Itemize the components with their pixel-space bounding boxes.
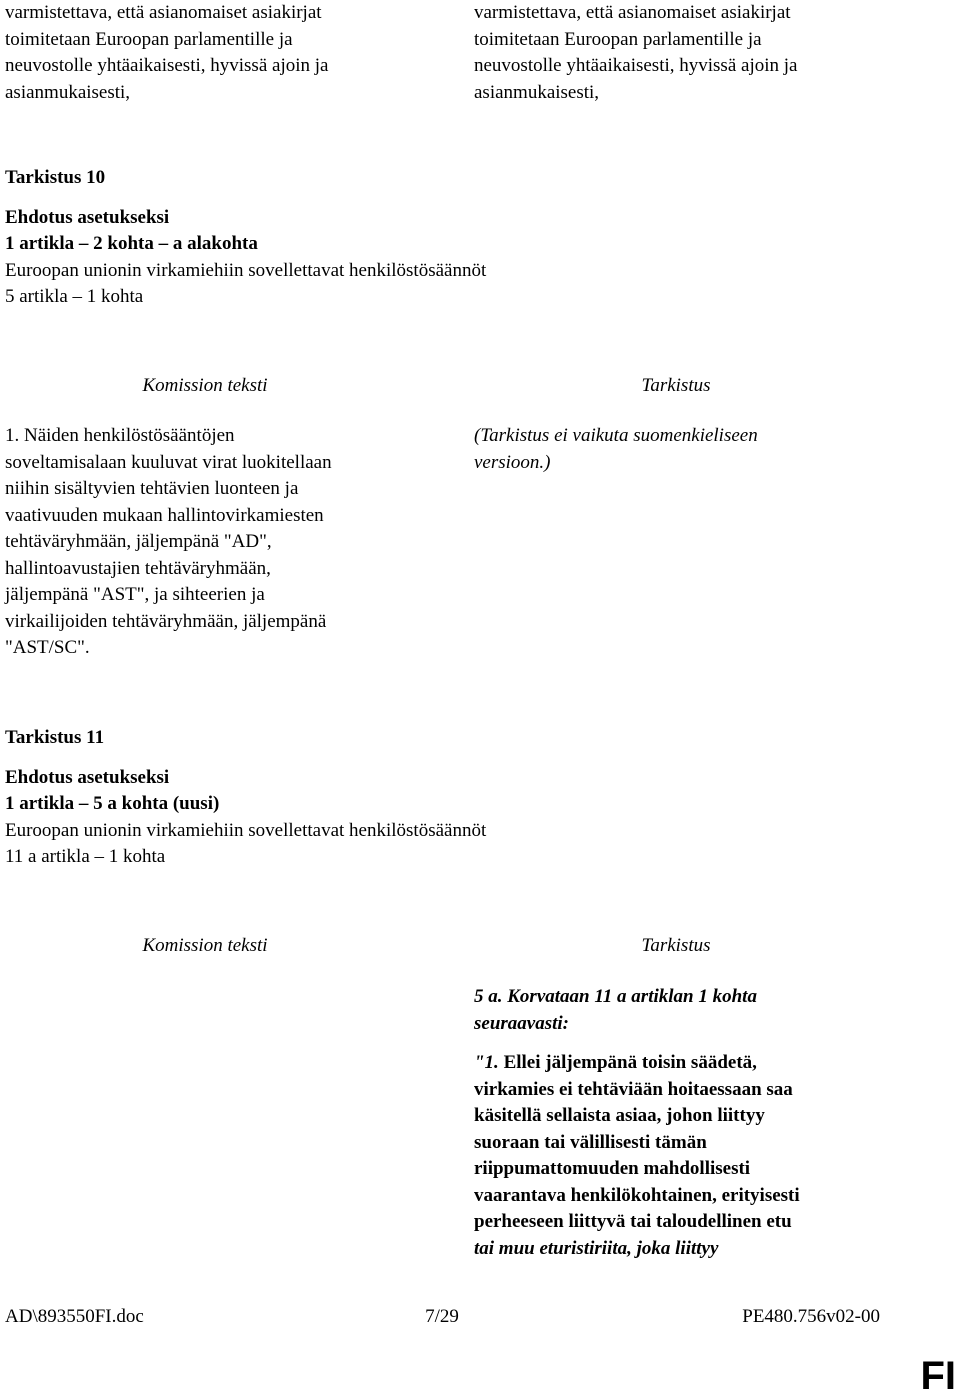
amendment-title: Tarkistus 10 [5,167,106,188]
text-line: toimitetaan Euroopan parlamentille ja [474,28,762,50]
footer-page-number: 7/29 [425,1306,459,1327]
proposal-label: Ehdotus asetukseksi [5,206,170,228]
top-right-text [474,0,914,106]
quote-text: Ellei jäljempänä toisin säädetä, [498,1052,757,1073]
article-ref: 1 artikla – 2 kohta – a alakohta [5,233,258,254]
amendment-10-header [5,165,905,311]
text-line: 5 a. Korvataan 11 a artiklan 1 kohta [474,986,757,1007]
text-line: jäljempänä "AST", ja sihteerien ja [5,584,265,605]
footer-doc-ref: AD\893550FI.doc [5,1306,144,1327]
article-ref: 1 artikla – 5 a kohta (uusi) [5,793,220,814]
amendment-11-header [5,725,905,871]
text-line: virkamies ei tehtäviään hoitaessaan saa [474,1078,793,1100]
text-line: versioon.) [474,451,551,473]
proposal-label: Ehdotus asetukseksi [5,766,170,788]
text-line: soveltamisalaan kuuluvat virat luokitellaan [5,451,332,473]
text-line: niihin sisältyvien tehtävien luonteen ja [5,478,299,499]
text-line: hallintoavustajien tehtäväryhmään, [5,557,271,579]
language-mark: FI [920,1354,956,1398]
text-line: vaarantava henkilökohtainen, erityisesti [474,1184,800,1206]
text-line: neuvostolle yhtäaikaisesti, hyvissä ajoin ja [5,55,329,76]
text-line: tehtäväryhmään, jäljempänä "AD", [5,531,272,552]
text-line: varmistettava, että asianomaiset asiakirjat [474,2,791,23]
text-line: toimitetaan Euroopan parlamentille ja [5,28,293,50]
text-line: vaativuuden mukaan hallintovirkamiesten [5,504,324,526]
text-line: neuvostolle yhtäaikaisesti, hyvissä ajoin ja [474,55,798,76]
text-line: perheeseen liittyvä tai taloudellinen etu [474,1211,792,1232]
right-column-header: Tarkistus [641,375,711,396]
left-column-header: Komission teksti [142,375,268,396]
amendment-10-left-text [5,423,425,662]
text-line: "AST/SC". [5,637,90,658]
text-line: riippumattomuuden mahdollisesti [474,1158,751,1179]
quote-prefix: "1. [474,1052,499,1073]
text-line: seuraavasti: [474,1012,569,1034]
amendment-10-right-text [474,423,914,476]
amendment-title: Tarkistus 11 [5,727,105,748]
left-column-header: Komission teksti [142,935,268,956]
text-line: 1. Näiden henkilöstösääntöjen [5,425,235,446]
right-column-header: Tarkistus [641,935,711,956]
text-line: suoraan tai välillisesti tämän [474,1131,707,1153]
text-line: asianmukaisesti, [474,81,600,103]
amendment-11-intro [474,984,914,1037]
article-reference: 5 artikla – 1 kohta [5,286,144,307]
text-line: virkailijoiden tehtäväryhmään, jäljempänä [5,610,327,632]
regulation-name: Euroopan unionin virkamiehiin sovellettavat henkilöstösäännöt [5,259,487,281]
amendment-11-quote [474,1050,914,1262]
text-line: asianmukaisesti, [5,81,131,103]
text-line: käsitellä sellaista asiaa, johon liittyy [474,1105,765,1126]
footer-pe-ref: PE480.756v02-00 [742,1306,880,1327]
text-line [474,1050,914,1077]
text-line: varmistettava, että asianomaiset asiakirjat [5,2,322,23]
regulation-name: Euroopan unionin virkamiehiin sovellettavat henkilöstösäännöt [5,819,487,841]
top-left-text [5,0,425,106]
text-line: tai muu eturistiriita, joka liittyy [474,1237,719,1259]
article-reference: 11 a artikla – 1 kohta [5,846,166,867]
text-line: (Tarkistus ei vaikuta suomenkieliseen [474,425,758,446]
